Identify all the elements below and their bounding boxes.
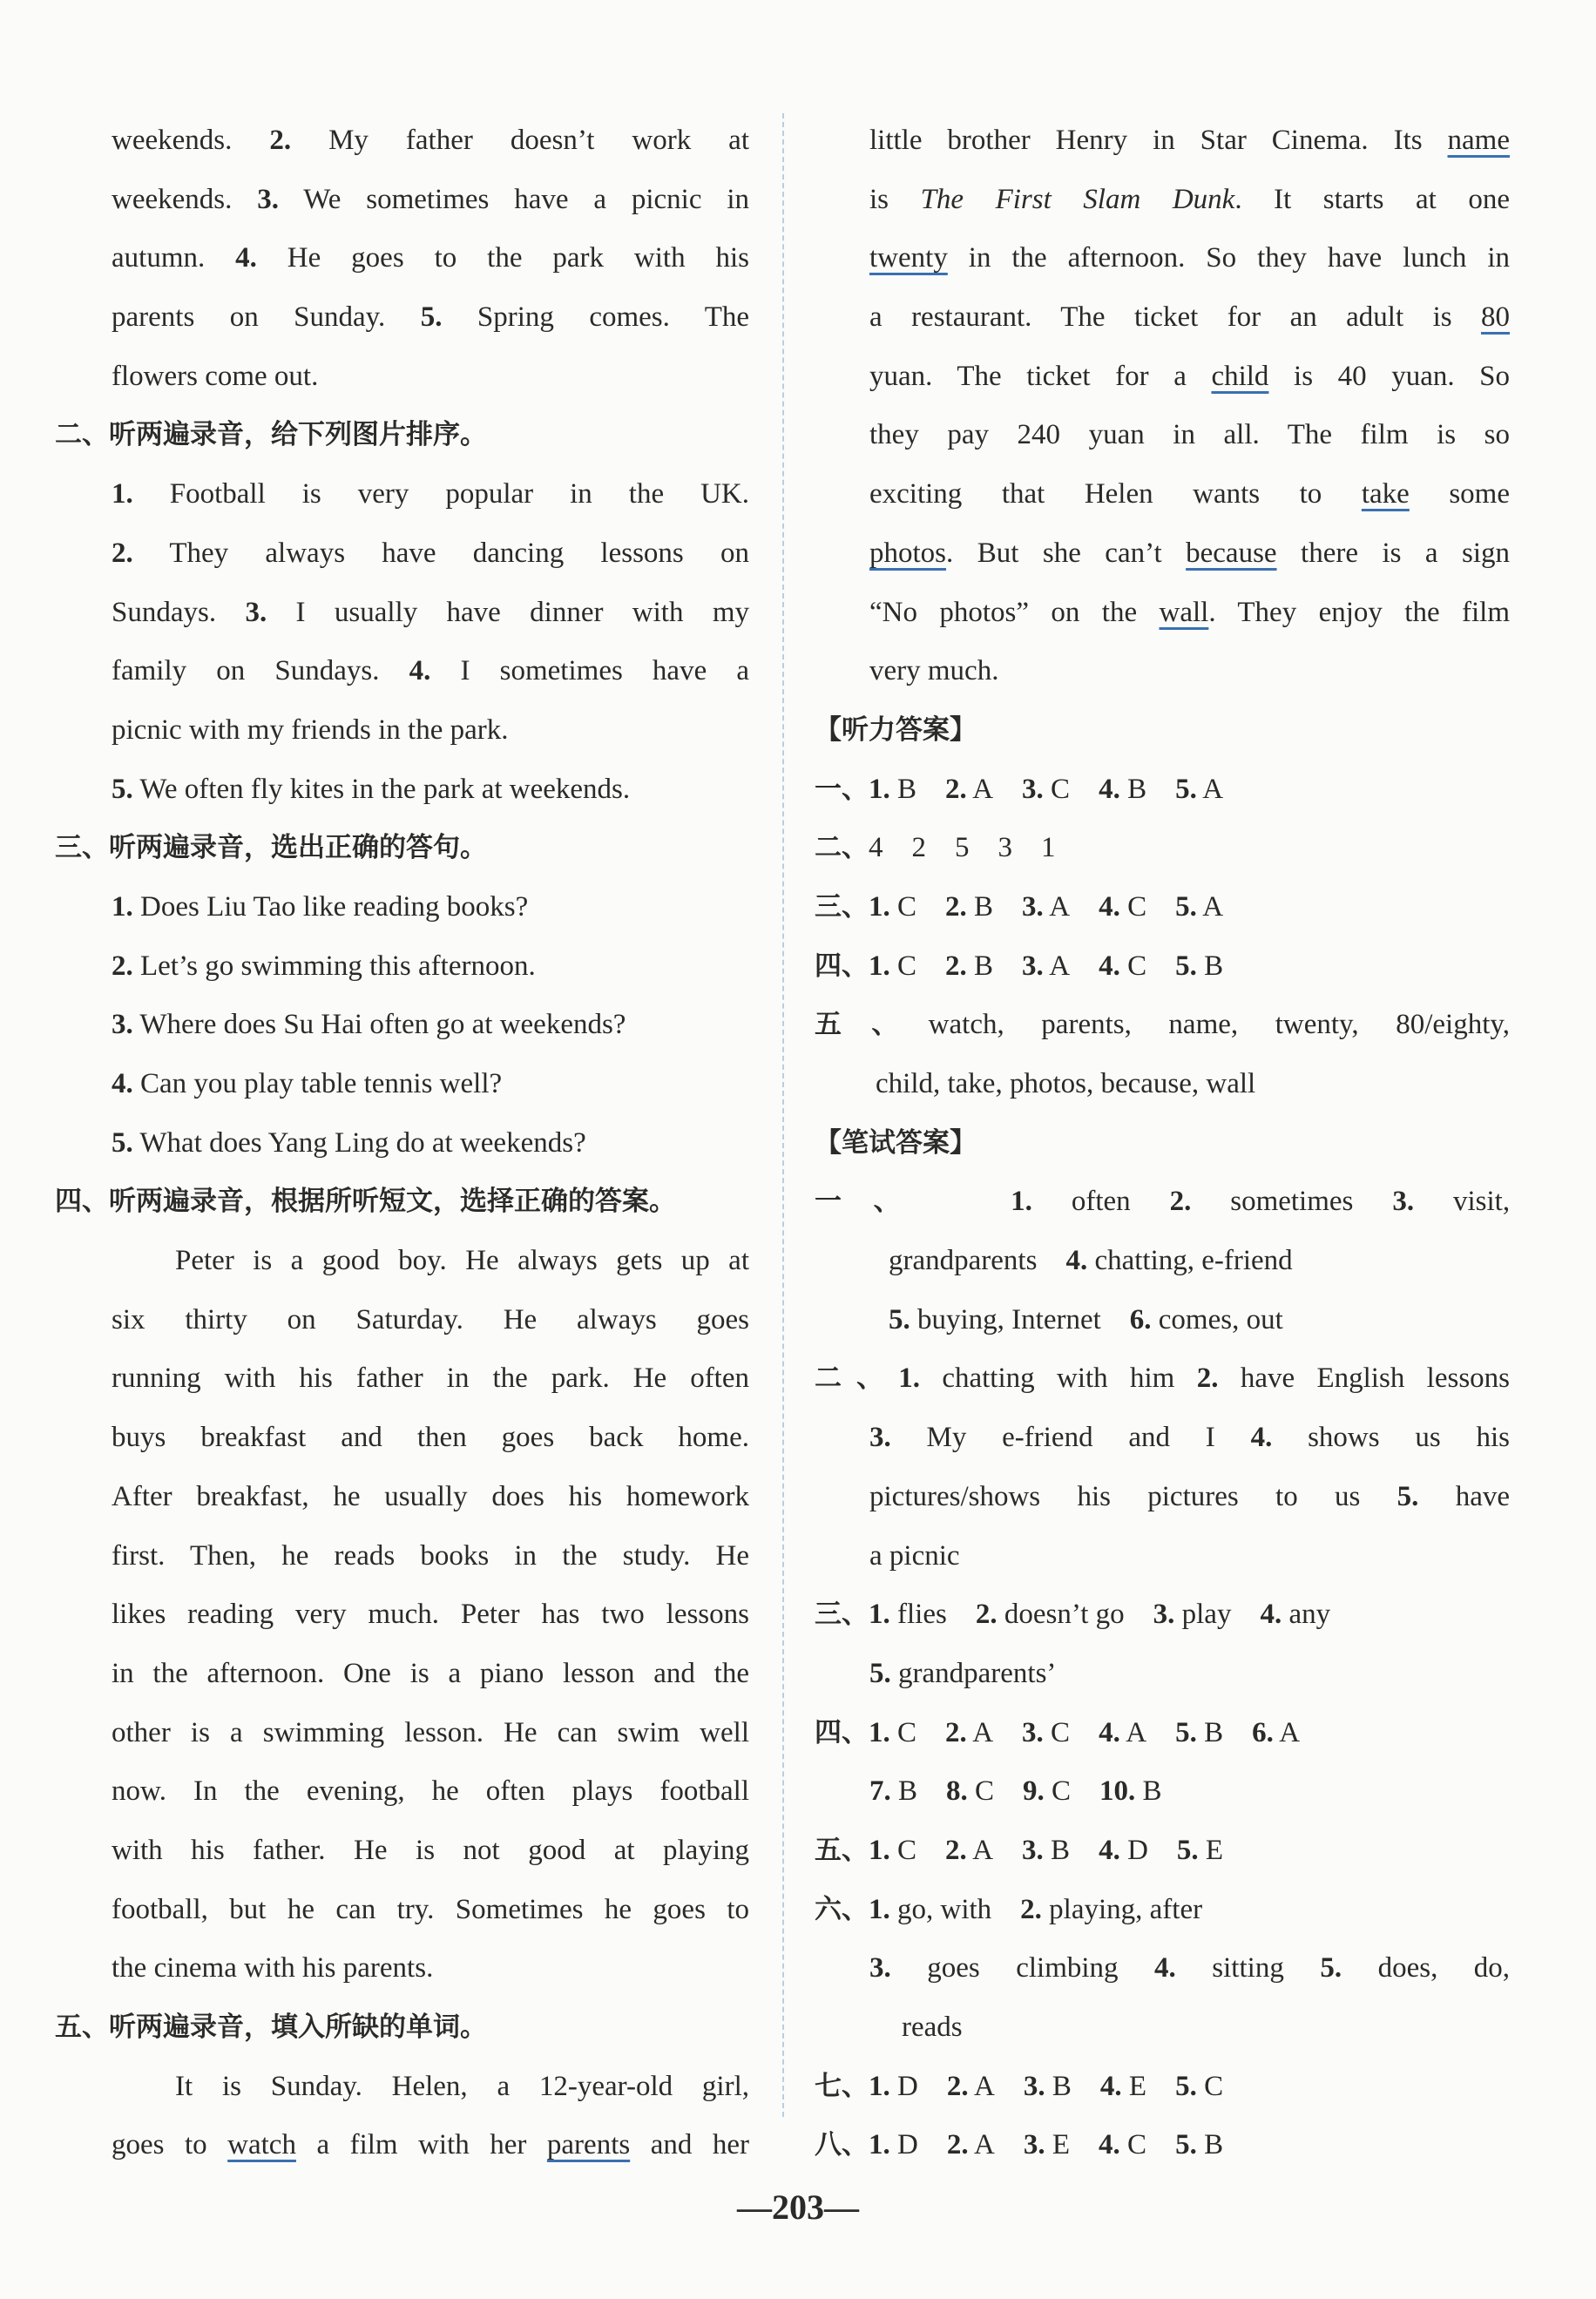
text-line: 2. Let’s go swimming this afternoon. [112, 950, 536, 982]
answer-row: 5. grandparents’ [869, 1657, 1057, 1689]
section-heading: 二、听两遍录音，给下列图片排序。 [55, 419, 487, 451]
text-line: little brother Henry in Star Cinema. Its name [869, 125, 1510, 156]
listening-answers-title: 【听力答案】 [815, 713, 977, 746]
answer-row: 五、watch, parents, name, twenty, 80/eighty, [815, 1009, 1510, 1041]
underlined-word: name [1447, 125, 1510, 156]
underlined-word: take [1361, 478, 1410, 511]
text-line: 1. Football is very popular in the UK. [112, 478, 749, 511]
text-line: exciting that Helen wants to take some [869, 478, 1511, 511]
text-line: football, but he can try. Sometimes he goes to [112, 1893, 749, 1925]
answer-row: grandparents 4. chatting, e-friend [889, 1245, 1293, 1277]
answer-row: 5. buying, Internet 6. comes, out [889, 1303, 1283, 1335]
answer-row: reads [902, 2012, 963, 2043]
left-column [55, 112, 750, 2175]
answer-row: 三、1. flies 2. doesn’t go 3. play 4. any [815, 1599, 1331, 1631]
text-line: with his father. He is not good at playing [112, 1834, 749, 1866]
text-line: yuan. The ticket for a child is 40 yuan. So [869, 360, 1511, 392]
text-line: running with his father in the park. He often [112, 1362, 749, 1395]
text-line: very much. [869, 655, 999, 687]
answer-row: 二、1. chatting with him 2. have English lessons [815, 1362, 1511, 1395]
underlined-word: parents [546, 2129, 631, 2161]
text-line: After breakfast, he usually does his homework [112, 1480, 749, 1512]
underlined-word: wall [1159, 596, 1209, 628]
section-heading: 五、听两遍录音，填入所缺的单词。 [55, 2012, 487, 2043]
answer-row: 二、4 2 5 3 1 [815, 832, 1056, 864]
text-line: Peter is a good boy. He always gets up at [175, 1245, 749, 1277]
answer-row: 七、1. D 2. A 3. B 4. E 5. C [815, 2070, 1224, 2102]
text-line: a restaurant. The ticket for an adult is 80 [869, 301, 1510, 334]
text-line: goes to watch a film with her parents and her [112, 2129, 749, 2161]
answer-row: child, take, photos, because, wall [876, 1068, 1256, 1099]
answer-row: 一、1. B 2. A 3. C 4. B 5. A [815, 773, 1224, 805]
column-divider [782, 113, 784, 2117]
answer-row: 7. B 8. C 9. C 10. B [869, 1775, 1162, 1808]
text-line: weekends. 2. My father doesn’t work at [112, 125, 749, 156]
text-line: in the afternoon. One is a piano lesson and the [112, 1657, 749, 1689]
text-line: flowers come out. [112, 360, 319, 392]
text-line: It is Sunday. Helen, a 12-year-old girl, [175, 2070, 749, 2102]
text-line: likes reading very much. Peter has two lessons [112, 1599, 749, 1631]
text-line: first. Then, he reads books in the study. He [112, 1539, 749, 1572]
text-line: 5. What does Yang Ling do at weekends? [112, 1126, 586, 1159]
text-line: the cinema with his parents. [112, 1952, 434, 1985]
text-line: weekends. 3. We sometimes have a picnic in [112, 183, 750, 215]
text-line: other is a swimming lesson. He can swim well [112, 1716, 749, 1748]
text-line: picnic with my friends in the park. [112, 713, 509, 746]
text-line: buys breakfast and then goes back home. [112, 1422, 749, 1454]
text-line: 1. Does Liu Tao like reading books? [112, 890, 529, 923]
answer-row: 八、1. D 2. A 3. E 4. C 5. B [815, 2129, 1224, 2161]
answer-row: pictures/shows his pictures to us 5. have [869, 1480, 1511, 1512]
page-number: —203— [737, 2187, 859, 2227]
right-column [815, 112, 1510, 2175]
underlined-word: twenty [869, 242, 948, 274]
text-line: “No photos” on the wall. They enjoy the film [869, 596, 1510, 628]
text-line: is The First Slam Dunk. It starts at one [869, 183, 1510, 215]
answer-row: 五、1. C 2. A 3. B 4. D 5. E [815, 1834, 1224, 1866]
text-line: twenty in the afternoon. So they have lunch in [869, 242, 1511, 274]
text-line: 4. Can you play table tennis well? [112, 1068, 503, 1099]
written-answers-title: 【笔试答案】 [815, 1126, 977, 1159]
text-line: six thirty on Saturday. He always goes [112, 1303, 749, 1335]
answer-row: 一、 1. often 2. sometimes 3. visit, [815, 1186, 1511, 1218]
underlined-word: watch [227, 2129, 296, 2161]
answer-row: 3. My e-friend and I 4. shows us his [869, 1422, 1511, 1454]
answer-row: 三、1. C 2. B 3. A 4. C 5. A [815, 890, 1224, 923]
section-heading: 四、听两遍录音，根据所听短文，选择正确的答案。 [55, 1186, 676, 1218]
text-line: 3. Where does Su Hai often go at weekends? [112, 1009, 626, 1041]
text-line: photos. But she can’t because there is a sign [869, 537, 1511, 569]
answer-row: 六、1. go, with 2. playing, after [815, 1893, 1203, 1925]
underlined-word: child [1211, 360, 1269, 392]
text-line: family on Sundays. 4. I sometimes have a [112, 655, 750, 687]
text-line: 2. They always have dancing lessons on [112, 537, 749, 569]
answer-row: 四、1. C 2. B 3. A 4. C 5. B [815, 950, 1224, 982]
section-heading: 三、听两遍录音，选出正确的答句。 [55, 832, 487, 864]
text-line: autumn. 4. He goes to the park with his [112, 242, 749, 274]
underlined-word: photos [869, 537, 947, 569]
text-line: Sundays. 3. I usually have dinner with my [112, 596, 749, 628]
text-line: 5. We often fly kites in the park at weekends. [112, 773, 631, 805]
text-line: they pay 240 yuan in all. The film is so [869, 419, 1510, 451]
text-line: parents on Sunday. 5. Spring comes. The [112, 301, 750, 334]
answer-row: 四、1. C 2. A 3. C 4. A 5. B 6. A [815, 1716, 1301, 1748]
answer-row: a picnic [869, 1539, 960, 1572]
answer-row: 3. goes climbing 4. sitting 5. does, do, [869, 1952, 1511, 1985]
underlined-word: 80 [1481, 301, 1510, 334]
text-line: now. In the evening, he often plays football [112, 1775, 749, 1808]
underlined-word: because [1186, 537, 1277, 569]
